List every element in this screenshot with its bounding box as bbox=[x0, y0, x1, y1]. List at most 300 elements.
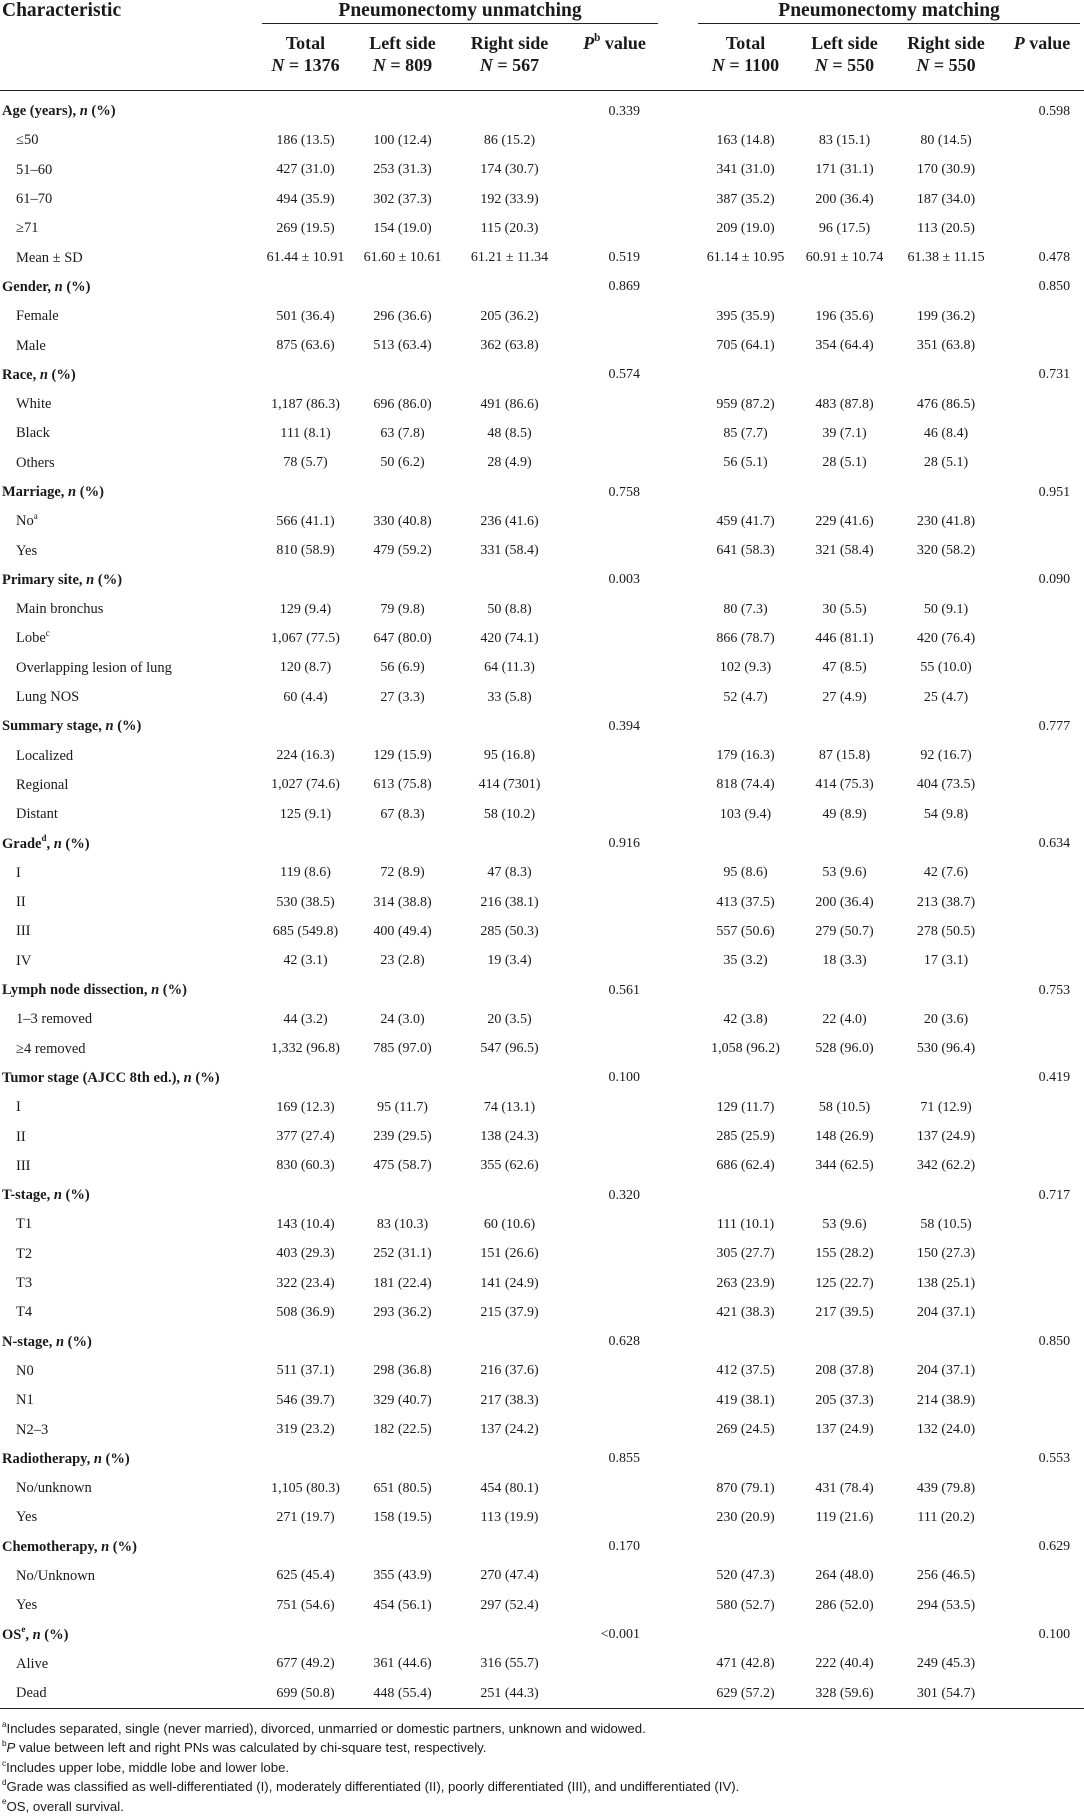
total-cell: 42 (3.8) bbox=[723, 1011, 768, 1027]
table-row bbox=[0, 917, 1084, 946]
p-value-cell: 0.850 bbox=[1038, 279, 1071, 295]
p-value-cell bbox=[567, 1093, 662, 1122]
p-value-cell: 0.629 bbox=[1038, 1539, 1071, 1555]
p-value-cell: 0.003 bbox=[608, 572, 641, 588]
spacer-cell bbox=[662, 1386, 694, 1415]
p-value-cell bbox=[1000, 1152, 1084, 1181]
left-cell bbox=[797, 1620, 892, 1649]
right-cell: 362 (63.8) bbox=[480, 338, 539, 354]
total-cell bbox=[258, 712, 353, 741]
footnote: $^d$Grade was classified as well-differentiated (I), moderately differentiated (II), poorly differentiated (III), and undifferentiated (IV). bbox=[2, 1778, 740, 1795]
right-cell: 297 (52.4) bbox=[480, 1597, 539, 1613]
spacer-cell bbox=[662, 243, 694, 272]
row-label: ≥71 bbox=[16, 220, 39, 237]
total-cell: 61.14 ± 10.95 bbox=[706, 250, 785, 266]
left-cell bbox=[353, 1445, 452, 1474]
table-row bbox=[0, 1035, 1084, 1064]
total-cell: 677 (49.2) bbox=[276, 1656, 335, 1672]
right-cell: 46 (8.4) bbox=[923, 425, 969, 441]
spacer-cell bbox=[662, 1327, 694, 1356]
left-cell bbox=[797, 566, 892, 595]
p-value-cell bbox=[1000, 1298, 1084, 1327]
right-cell bbox=[892, 1445, 1000, 1474]
spacer-cell bbox=[662, 1181, 694, 1210]
total-cell: 870 (79.1) bbox=[716, 1480, 775, 1496]
total-cell: 875 (63.6) bbox=[276, 338, 335, 354]
right-cell: 301 (54.7) bbox=[916, 1685, 976, 1701]
right-cell: 174 (30.7) bbox=[480, 162, 539, 178]
row-label: I bbox=[16, 864, 21, 881]
p-value-cell bbox=[1000, 1240, 1084, 1269]
p-value-cell: 0.753 bbox=[1038, 982, 1071, 998]
spacer-cell bbox=[662, 390, 694, 419]
row-label: III bbox=[16, 1157, 31, 1174]
p-value-cell bbox=[1000, 947, 1084, 976]
total-cell: 85 (7.7) bbox=[723, 425, 768, 441]
right-cell: 454 (80.1) bbox=[480, 1480, 539, 1496]
left-cell bbox=[797, 478, 892, 507]
total-cell: 830 (60.3) bbox=[276, 1158, 335, 1174]
category-label: Grade$^d$, n (%) bbox=[2, 832, 90, 852]
col-header-total-unmatched: Total N = 1376 bbox=[271, 33, 340, 75]
total-cell: 80 (7.3) bbox=[723, 601, 768, 617]
right-cell bbox=[892, 1533, 1000, 1562]
right-cell: 270 (47.4) bbox=[480, 1568, 539, 1584]
right-cell: 547 (96.5) bbox=[480, 1041, 539, 1057]
spacer-cell bbox=[662, 917, 694, 946]
left-cell: 355 (43.9) bbox=[373, 1568, 432, 1584]
p-value-cell bbox=[1000, 156, 1084, 185]
right-cell: 17 (3.1) bbox=[923, 953, 969, 969]
right-cell: 25 (4.7) bbox=[923, 689, 969, 705]
right-cell: 351 (63.8) bbox=[916, 338, 976, 354]
left-cell bbox=[797, 712, 892, 741]
left-cell: 479 (59.2) bbox=[373, 543, 432, 559]
left-cell: 96 (17.5) bbox=[818, 220, 871, 236]
right-cell: 217 (38.3) bbox=[480, 1392, 539, 1408]
p-value-cell bbox=[1000, 331, 1084, 360]
right-cell: 420 (74.1) bbox=[480, 630, 539, 646]
p-value-cell: 0.100 bbox=[608, 1070, 641, 1086]
spacer-cell bbox=[662, 1503, 694, 1532]
p-value-cell bbox=[1000, 1562, 1084, 1591]
col-header-total-matched: Total N = 1100 bbox=[711, 33, 780, 75]
table-row bbox=[0, 1005, 1084, 1034]
total-cell: 625 (45.4) bbox=[276, 1568, 335, 1584]
left-cell: 475 (58.7) bbox=[373, 1158, 432, 1174]
total-cell: 566 (41.1) bbox=[276, 513, 335, 529]
category-row bbox=[0, 1181, 1084, 1210]
right-cell: 61.21 ± 11.34 bbox=[470, 250, 549, 266]
p-value-cell: 0.574 bbox=[608, 367, 641, 383]
category-label: N-stage, n (%) bbox=[2, 1333, 92, 1350]
total-cell: 471 (42.8) bbox=[716, 1656, 775, 1672]
category-row bbox=[0, 566, 1084, 595]
total-cell: 403 (29.3) bbox=[276, 1246, 335, 1262]
right-cell bbox=[452, 1620, 567, 1649]
left-cell: 60.91 ± 10.74 bbox=[805, 250, 884, 266]
left-cell: 330 (40.8) bbox=[373, 513, 432, 529]
total-cell: 285 (25.9) bbox=[716, 1129, 775, 1145]
category-row bbox=[0, 273, 1084, 302]
right-cell: 342 (62.2) bbox=[916, 1158, 976, 1174]
category-row bbox=[0, 829, 1084, 858]
table-row bbox=[0, 1240, 1084, 1269]
left-cell: 293 (36.2) bbox=[373, 1304, 432, 1320]
total-cell: 95 (8.6) bbox=[723, 865, 768, 881]
total-cell: 322 (23.4) bbox=[276, 1275, 335, 1291]
total-cell bbox=[258, 1620, 353, 1649]
p-value-cell bbox=[567, 1152, 662, 1181]
left-cell: 200 (36.4) bbox=[815, 894, 874, 910]
p-value-cell bbox=[1000, 214, 1084, 243]
category-label: Gender, n (%) bbox=[2, 278, 91, 295]
right-cell: 42 (7.6) bbox=[923, 865, 969, 881]
total-cell: 580 (52.7) bbox=[716, 1597, 775, 1613]
left-cell: 155 (28.2) bbox=[815, 1246, 874, 1262]
left-cell: 296 (36.6) bbox=[373, 308, 432, 324]
category-label: Lymph node dissection, n (%) bbox=[2, 982, 187, 999]
total-cell bbox=[694, 1620, 797, 1649]
left-cell: 613 (75.8) bbox=[373, 777, 432, 793]
table-row bbox=[0, 1269, 1084, 1298]
left-cell: 354 (64.4) bbox=[815, 338, 874, 354]
left-cell: 27 (4.9) bbox=[822, 689, 867, 705]
p-value-cell: 0.090 bbox=[1038, 572, 1071, 588]
category-label: Race, n (%) bbox=[2, 366, 76, 383]
row-label: Black bbox=[16, 425, 50, 442]
total-cell: 224 (16.3) bbox=[276, 748, 335, 764]
table-row bbox=[0, 1474, 1084, 1503]
left-cell: 23 (2.8) bbox=[380, 953, 425, 969]
row-label: 61–70 bbox=[16, 191, 53, 208]
col-header-p-unmatched: $P^b$ value bbox=[583, 31, 646, 53]
row-label: ≥4 removed bbox=[16, 1040, 86, 1057]
total-cell: 271 (19.7) bbox=[276, 1509, 335, 1525]
right-cell: 491 (86.6) bbox=[480, 396, 539, 412]
left-cell: 785 (97.0) bbox=[373, 1041, 432, 1057]
row-label: White bbox=[16, 396, 52, 413]
p-value-cell bbox=[567, 917, 662, 946]
p-value-cell bbox=[567, 1591, 662, 1620]
total-cell bbox=[258, 273, 353, 302]
right-cell bbox=[452, 273, 567, 302]
total-cell bbox=[258, 976, 353, 1005]
total-cell bbox=[694, 273, 797, 302]
left-cell: 53 (9.6) bbox=[822, 865, 867, 881]
left-cell: 22 (4.0) bbox=[822, 1011, 867, 1027]
p-value-cell bbox=[567, 1005, 662, 1034]
right-cell: 138 (25.1) bbox=[916, 1275, 976, 1291]
total-cell: 163 (14.8) bbox=[716, 132, 775, 148]
p-value-cell bbox=[567, 654, 662, 683]
right-cell bbox=[452, 566, 567, 595]
category-label: Primary site, n (%) bbox=[2, 571, 123, 588]
p-value-cell bbox=[567, 449, 662, 478]
total-cell: 685 (549.8) bbox=[272, 923, 339, 939]
total-cell: 699 (50.8) bbox=[276, 1685, 335, 1701]
total-cell: 705 (64.1) bbox=[716, 338, 775, 354]
p-value-cell bbox=[1000, 917, 1084, 946]
table-row bbox=[0, 449, 1084, 478]
total-cell: 111 (10.1) bbox=[716, 1216, 775, 1232]
left-cell: 205 (37.3) bbox=[815, 1392, 874, 1408]
total-cell bbox=[694, 1181, 797, 1210]
table-row bbox=[0, 302, 1084, 331]
spacer-cell bbox=[662, 1122, 694, 1151]
header-row-groups bbox=[0, 0, 1084, 26]
table-row bbox=[0, 214, 1084, 243]
table-row bbox=[0, 947, 1084, 976]
row-label: II bbox=[16, 1128, 26, 1145]
right-cell: 48 (8.5) bbox=[487, 425, 532, 441]
row-label: Yes bbox=[16, 1509, 38, 1526]
p-value-cell bbox=[1000, 1357, 1084, 1386]
p-value-cell: 0.561 bbox=[608, 982, 641, 998]
table-row bbox=[0, 1093, 1084, 1122]
total-cell: 641 (58.3) bbox=[716, 543, 775, 559]
p-value-cell bbox=[567, 1035, 662, 1064]
right-cell: 476 (86.5) bbox=[916, 396, 976, 412]
total-cell: 263 (23.9) bbox=[716, 1275, 775, 1291]
right-cell: 404 (73.5) bbox=[916, 777, 976, 793]
right-cell bbox=[452, 976, 567, 1005]
table-row bbox=[0, 1357, 1084, 1386]
p-value-cell bbox=[567, 302, 662, 331]
total-cell: 305 (27.7) bbox=[716, 1246, 775, 1262]
right-cell: 54 (9.8) bbox=[923, 806, 969, 822]
right-cell: 187 (34.0) bbox=[916, 191, 976, 207]
left-cell: 286 (52.0) bbox=[815, 1597, 874, 1613]
spacer-cell bbox=[662, 771, 694, 800]
spacer-cell bbox=[662, 976, 694, 1005]
right-cell: 439 (79.8) bbox=[916, 1480, 976, 1496]
spacer-cell bbox=[662, 1240, 694, 1269]
left-cell: 217 (39.5) bbox=[815, 1304, 874, 1320]
p-value-cell: 0.598 bbox=[1038, 103, 1071, 119]
total-cell: 1,332 (96.8) bbox=[271, 1041, 340, 1057]
left-cell: 239 (29.5) bbox=[373, 1129, 432, 1145]
total-cell: 119 (8.6) bbox=[280, 865, 331, 881]
left-cell bbox=[353, 829, 452, 858]
spacer-cell bbox=[662, 566, 694, 595]
p-value-cell: 0.717 bbox=[1038, 1187, 1071, 1203]
col-header-p-matched: P value bbox=[1013, 33, 1071, 53]
p-value-cell bbox=[1000, 683, 1084, 712]
right-cell: 230 (41.8) bbox=[916, 513, 976, 529]
right-cell: 74 (13.1) bbox=[483, 1099, 536, 1115]
right-cell: 251 (44.3) bbox=[480, 1685, 539, 1701]
p-value-cell: 0.419 bbox=[1038, 1070, 1071, 1086]
spacer-cell bbox=[662, 1035, 694, 1064]
left-cell: 95 (11.7) bbox=[377, 1099, 428, 1115]
row-label: Localized bbox=[16, 747, 74, 764]
p-value-cell: 0.339 bbox=[608, 103, 641, 119]
table-row bbox=[0, 507, 1084, 536]
table-row bbox=[0, 1679, 1084, 1709]
p-value-cell bbox=[567, 888, 662, 917]
total-cell: 421 (38.3) bbox=[716, 1304, 775, 1320]
left-cell: 302 (37.3) bbox=[373, 191, 432, 207]
total-cell bbox=[694, 1327, 797, 1356]
p-value-cell bbox=[1000, 1035, 1084, 1064]
total-cell: 1,058 (96.2) bbox=[711, 1041, 780, 1057]
right-cell: 215 (37.9) bbox=[480, 1304, 539, 1320]
characteristic-header: Characteristic bbox=[2, 0, 122, 21]
table-row bbox=[0, 1591, 1084, 1620]
left-cell bbox=[797, 829, 892, 858]
p-value-cell bbox=[1000, 1093, 1084, 1122]
table-row bbox=[0, 624, 1084, 653]
total-cell: 35 (3.2) bbox=[723, 953, 768, 969]
right-cell: 192 (33.9) bbox=[480, 191, 539, 207]
right-cell bbox=[892, 273, 1000, 302]
total-cell bbox=[694, 1064, 797, 1093]
right-cell: 213 (38.7) bbox=[916, 894, 976, 910]
right-cell bbox=[452, 361, 567, 390]
total-cell bbox=[694, 976, 797, 1005]
left-cell bbox=[353, 976, 452, 1005]
total-cell: 169 (12.3) bbox=[276, 1099, 335, 1115]
total-cell: 103 (9.4) bbox=[719, 806, 772, 822]
right-cell: 61.38 ± 11.15 bbox=[907, 250, 985, 266]
table-row bbox=[0, 654, 1084, 683]
right-cell bbox=[452, 829, 567, 858]
right-cell bbox=[892, 566, 1000, 595]
total-cell: 508 (36.9) bbox=[276, 1304, 335, 1320]
row-label: No/unknown bbox=[16, 1480, 92, 1497]
table-row bbox=[0, 1152, 1084, 1181]
right-cell: 204 (37.1) bbox=[916, 1363, 976, 1379]
spacer-cell bbox=[662, 536, 694, 565]
total-cell: 230 (20.9) bbox=[716, 1509, 775, 1525]
right-cell: 111 (20.2) bbox=[917, 1509, 975, 1525]
total-cell: 387 (35.2) bbox=[716, 191, 775, 207]
right-cell: 137 (24.9) bbox=[916, 1129, 976, 1145]
total-cell: 269 (19.5) bbox=[276, 220, 335, 236]
total-cell bbox=[258, 1445, 353, 1474]
total-cell: 1,105 (80.3) bbox=[271, 1480, 340, 1496]
total-cell: 78 (5.7) bbox=[283, 455, 328, 471]
table-row bbox=[0, 331, 1084, 360]
left-cell: 79 (9.8) bbox=[380, 601, 425, 617]
spacer-cell bbox=[662, 595, 694, 624]
spacer-cell bbox=[662, 888, 694, 917]
row-label: I bbox=[16, 1099, 21, 1116]
left-cell bbox=[353, 1327, 452, 1356]
spacer-cell bbox=[662, 1415, 694, 1444]
spacer-cell bbox=[662, 302, 694, 331]
spacer-cell bbox=[662, 654, 694, 683]
left-cell bbox=[797, 361, 892, 390]
row-label: T1 bbox=[16, 1216, 33, 1233]
right-cell bbox=[452, 712, 567, 741]
total-cell: 102 (9.3) bbox=[719, 660, 772, 676]
left-cell bbox=[797, 1445, 892, 1474]
p-value-cell bbox=[567, 595, 662, 624]
p-value-cell bbox=[567, 185, 662, 214]
total-cell: 412 (37.5) bbox=[716, 1363, 775, 1379]
total-cell: 60 (4.4) bbox=[283, 689, 328, 705]
p-value-cell: 0.916 bbox=[608, 836, 641, 852]
total-cell bbox=[694, 91, 797, 127]
right-cell bbox=[452, 1533, 567, 1562]
row-label: III bbox=[16, 923, 31, 940]
p-value-cell bbox=[567, 1562, 662, 1591]
spacer-cell bbox=[662, 361, 694, 390]
right-cell bbox=[892, 1181, 1000, 1210]
right-cell: 58 (10.5) bbox=[920, 1216, 972, 1232]
left-cell: 53 (9.6) bbox=[822, 1216, 867, 1232]
spacer-cell bbox=[662, 712, 694, 741]
spacer-cell bbox=[662, 331, 694, 360]
right-cell: 205 (36.2) bbox=[480, 308, 539, 324]
left-cell: 148 (26.9) bbox=[815, 1129, 874, 1145]
right-cell: 316 (55.7) bbox=[480, 1656, 539, 1672]
p-value-cell bbox=[1000, 1591, 1084, 1620]
spacer-cell bbox=[662, 947, 694, 976]
left-cell: 83 (10.3) bbox=[376, 1216, 429, 1232]
table-body bbox=[0, 91, 1084, 1709]
p-value-cell bbox=[567, 214, 662, 243]
category-row bbox=[0, 361, 1084, 390]
table-row bbox=[0, 1386, 1084, 1415]
right-cell: 278 (50.5) bbox=[916, 923, 976, 939]
right-cell: 20 (3.6) bbox=[923, 1011, 969, 1027]
row-label: T3 bbox=[16, 1275, 33, 1292]
row-label: Mean ± SD bbox=[16, 249, 83, 266]
p-value-cell bbox=[567, 1386, 662, 1415]
total-cell: 629 (57.2) bbox=[716, 1685, 775, 1701]
left-cell: 196 (35.6) bbox=[815, 308, 874, 324]
total-cell: 1,067 (77.5) bbox=[271, 630, 340, 646]
p-value-cell bbox=[1000, 1269, 1084, 1298]
right-cell: 19 (3.4) bbox=[487, 953, 532, 969]
p-value-cell bbox=[567, 1474, 662, 1503]
left-cell: 208 (37.8) bbox=[815, 1363, 874, 1379]
p-value-cell bbox=[567, 1650, 662, 1679]
category-row bbox=[0, 712, 1084, 741]
p-value-cell bbox=[1000, 859, 1084, 888]
p-value-cell bbox=[567, 1357, 662, 1386]
right-cell bbox=[452, 1445, 567, 1474]
right-cell: 414 (7301) bbox=[478, 777, 541, 793]
right-cell: 33 (5.8) bbox=[487, 689, 532, 705]
right-cell bbox=[452, 91, 567, 127]
total-cell bbox=[258, 91, 353, 127]
total-cell bbox=[694, 1445, 797, 1474]
p-value-cell bbox=[1000, 507, 1084, 536]
total-cell: 186 (13.5) bbox=[276, 132, 335, 148]
left-cell: 647 (80.0) bbox=[373, 630, 432, 646]
total-cell: 129 (9.4) bbox=[279, 601, 332, 617]
right-cell: 28 (4.9) bbox=[487, 455, 532, 471]
right-cell: 216 (37.6) bbox=[480, 1363, 539, 1379]
p-value-cell: 0.731 bbox=[1038, 367, 1071, 383]
category-label: T-stage, n (%) bbox=[2, 1187, 90, 1204]
left-cell: 513 (63.4) bbox=[373, 338, 432, 354]
left-cell bbox=[353, 1533, 452, 1562]
row-label: Others bbox=[16, 454, 55, 471]
right-cell: 50 (8.8) bbox=[487, 601, 532, 617]
total-cell: 120 (8.7) bbox=[279, 660, 332, 676]
p-value-cell bbox=[567, 331, 662, 360]
left-cell: 50 (6.2) bbox=[380, 455, 425, 471]
group-header-unmatching: Pneumonectomy unmatching bbox=[258, 0, 662, 26]
p-value-cell bbox=[1000, 1386, 1084, 1415]
total-cell: 341 (31.0) bbox=[716, 162, 775, 178]
p-value-cell: 0.100 bbox=[1038, 1627, 1071, 1643]
